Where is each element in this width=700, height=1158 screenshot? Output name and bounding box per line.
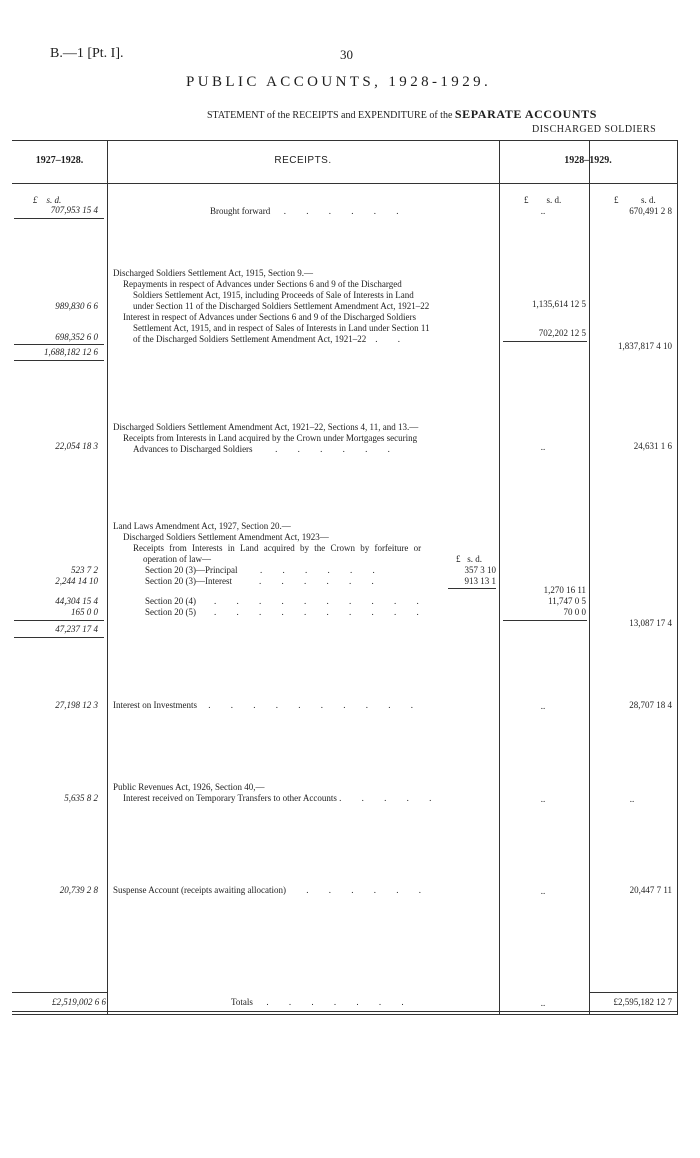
suspense-prior: 20,739 2 8 xyxy=(59,885,98,895)
dssa-1915-line-a2: Soldiers Settlement Act, 1915, including Proceeds of Sale of Interests in Land xyxy=(133,290,414,300)
dssa-1915-line-b2: Settlement Act, 1915, and in respect of Sales of Interests in Land under Section 11 xyxy=(133,323,430,333)
land-laws-s20-5: Section 20 (5) . . . . . . . . . . xyxy=(145,607,428,617)
statement-emphasis: SEPARATE ACCOUNTS xyxy=(454,107,598,121)
land-laws-prior-interest: 2,244 14 10 xyxy=(55,576,98,586)
brought-forward-label: Brought forward . . . . . . xyxy=(210,206,408,216)
land-laws-inline-interest: 913 13 1 xyxy=(464,576,496,586)
col-rule-1 xyxy=(107,140,108,1014)
suspense-total: 20,447 7 11 xyxy=(629,885,672,895)
public-revenues-inner: .. xyxy=(540,794,546,804)
column-header-current-year: 1928–1929. xyxy=(564,155,612,166)
dssaa-line-2: Receipts from Interests in Land acquired by the Crown under Mortgages securing xyxy=(123,433,418,443)
land-laws-line-4: operation of law— xyxy=(143,554,211,564)
page-title: PUBLIC ACCOUNTS, 1928-1929. xyxy=(186,74,492,90)
dssaa-heading: Discharged Soldiers Settlement Amendment Act, 1921–22, Sections 4, 11, and 13.— xyxy=(113,422,419,432)
dssa-1915-prior-b: 698,352 6 0 xyxy=(55,332,98,342)
suspense-inner: .. xyxy=(540,886,546,896)
dssa-1915-inner-b: 702,202 12 5 xyxy=(538,328,586,338)
dssa-1915-inner-a: 1,135,614 12 5 xyxy=(532,299,586,309)
col-rule-2 xyxy=(499,140,500,1014)
dssaa-total: 24,631 1 6 xyxy=(633,441,672,451)
column-header-receipts: RECEIPTS. xyxy=(274,155,332,166)
dssa-1915-line-b3: of the Discharged Soldiers Settlement Amendment Act, 1921–22 . . xyxy=(133,334,410,344)
suspense-label: Suspense Account (receipts awaiting allocation) . . . . . . xyxy=(113,885,430,895)
land-laws-s20-3-interest: Section 20 (3)—Interest . . . . . . xyxy=(145,576,383,586)
land-laws-inner-s20-4: 11,747 0 5 xyxy=(548,596,586,606)
header-rule xyxy=(12,183,678,184)
dssa-1915-prior-a: 989,830 6 6 xyxy=(55,301,98,311)
land-laws-prior-total-rule xyxy=(14,637,104,638)
land-laws-total: 13,087 17 4 xyxy=(629,618,672,628)
public-revenues-prior: 5,635 8 2 xyxy=(64,793,98,803)
dssaa-inner: .. xyxy=(540,442,546,452)
inner-currency-heads: £ s. d. xyxy=(524,195,562,205)
dssa-1915-inner-rule xyxy=(503,341,587,342)
brought-forward-total: 670,491 2 8 xyxy=(629,206,672,216)
brought-forward-inner: .. xyxy=(540,206,546,216)
land-laws-s20-4: Section 20 (4) . . . . . . . . . . xyxy=(145,596,428,606)
investments-inner: .. xyxy=(540,701,546,711)
totals-total: £2,595,182 12 7 xyxy=(613,997,672,1007)
brought-forward-prior: 707,953 15 4 xyxy=(50,205,98,215)
dssa-1915-prior-total-rule xyxy=(14,360,104,361)
land-laws-inline-heads: £ s. d. xyxy=(456,554,483,564)
table-right-edge xyxy=(677,140,678,1014)
land-laws-prior-s20-5: 165 0 0 xyxy=(71,607,98,617)
land-laws-heading: Land Laws Amendment Act, 1927, Section 20.— xyxy=(113,521,291,531)
totals-prior: £2,519,002 6 6 xyxy=(52,997,106,1007)
land-laws-prior-s20-4: 44,304 15 4 xyxy=(55,596,98,606)
land-laws-line-3: Receipts from Interests in Land acquired by the Crown by forfeiture or xyxy=(133,543,422,553)
brought-forward-rule xyxy=(14,218,104,219)
investments-total: 28,707 18 4 xyxy=(629,700,672,710)
statement-prefix: STATEMENT of the RECEIPTS and EXPENDITURE of the xyxy=(207,110,453,121)
land-laws-prior-total: 47,237 17 4 xyxy=(55,624,98,634)
investments-prior: 27,198 12 3 xyxy=(55,700,98,710)
dssa-1915-total: 1,837,817 4 10 xyxy=(618,341,672,351)
dssa-1915-prior-total: 1,688,182 12 6 xyxy=(44,347,98,357)
land-laws-inner-rule xyxy=(503,620,587,621)
dssaa-prior: 22,054 18 3 xyxy=(55,441,98,451)
land-laws-prior-rule xyxy=(14,620,104,621)
public-revenues-heading: Public Revenues Act, 1926, Section 40,— xyxy=(113,782,265,792)
totals-inner: .. xyxy=(540,998,546,1008)
land-laws-prior-principal: 523 7 2 xyxy=(71,565,98,575)
statement-subtitle: DISCHARGED SOLDIERS xyxy=(532,124,657,135)
totals-top-rule-total xyxy=(590,992,677,993)
land-laws-line-2: Discharged Soldiers Settlement Amendment Act, 1923— xyxy=(123,532,329,542)
total-currency-heads: £ s. d. xyxy=(614,195,656,205)
page-number: 30 xyxy=(340,47,353,62)
dssaa-line-3: Advances to Discharged Soldiers . . . . . . xyxy=(133,444,399,454)
dssa-1915-line-a1: Repayments in respect of Advances under Sections 6 and 9 of the Discharged xyxy=(123,279,402,289)
public-revenues-line-2: Interest received on Temporary Transfers to other Accounts . . . . . xyxy=(123,793,441,803)
land-laws-inner-s20-5: 70 0 0 xyxy=(563,607,586,617)
dssa-1915-line-a3: under Section 11 of the Discharged Soldiers Settlement Amendment Act, 1921–22 xyxy=(133,301,430,311)
column-header-prior-year: 1927–1928. xyxy=(35,155,84,166)
totals-top-rule-prior xyxy=(12,992,107,993)
land-laws-inner-s20-3: 1,270 16 11 xyxy=(543,585,586,595)
table-bottom-rule-2 xyxy=(12,1014,678,1015)
land-laws-inline-rule xyxy=(448,588,496,589)
public-revenues-total: .. xyxy=(629,794,635,804)
table-top-rule xyxy=(12,140,678,141)
document-series: B.—1 [Pt. I]. xyxy=(50,46,124,61)
land-laws-inline-principal: 357 3 10 xyxy=(464,565,496,575)
dssa-1915-prior-rule xyxy=(14,344,104,345)
dssa-1915-heading: Discharged Soldiers Settlement Act, 1915, Section 9.— xyxy=(113,268,314,278)
statement-title xyxy=(207,107,597,122)
investments-label: Interest on Investments . . . . . . . . . . xyxy=(113,700,422,710)
col-rule-3 xyxy=(589,140,590,1014)
dssa-1915-line-b1: Interest in respect of Advances under Sections 6 and 9 of the Discharged Soldiers xyxy=(123,312,417,322)
land-laws-s20-3-principal: Section 20 (3)—Principal . . . . . . xyxy=(145,565,384,575)
totals-label: Totals . . . . . . . xyxy=(231,997,413,1007)
prior-currency-heads: £ s. d. xyxy=(33,195,62,205)
table-bottom-rule-1 xyxy=(12,1011,678,1012)
